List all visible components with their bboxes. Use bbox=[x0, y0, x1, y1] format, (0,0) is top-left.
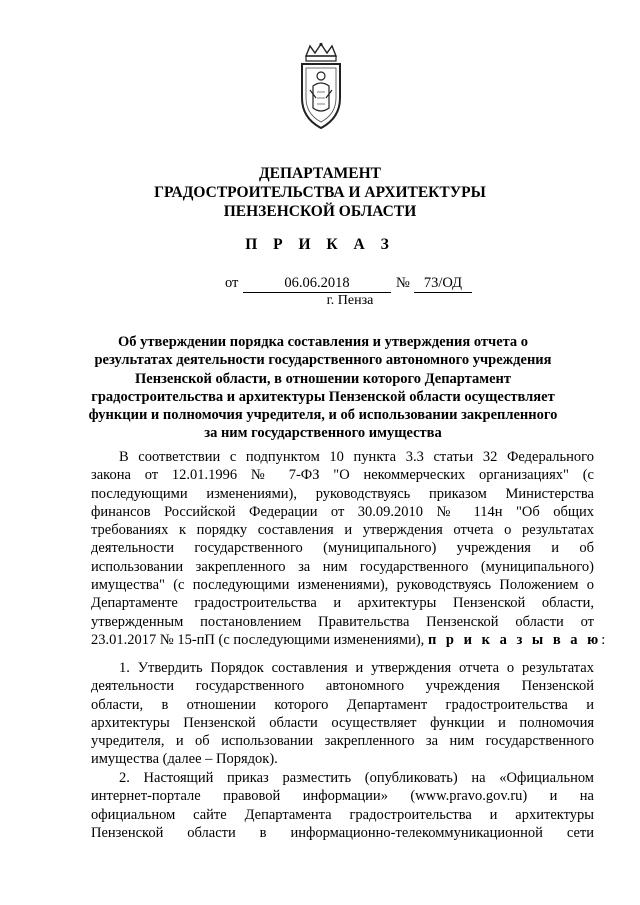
date-prefix: от bbox=[225, 275, 239, 291]
preamble-line: последующими изменениями), руководствуясь приказом Министерства bbox=[91, 485, 594, 502]
subject-line: функции и полномочия учредителя, и об использовании закрепленного bbox=[88, 407, 558, 424]
department-title-line-2: ГРАДОСТРОИТЕЛЬСТВА И АРХИТЕКТУРЫ bbox=[154, 184, 486, 201]
item-2-paragraph bbox=[91, 769, 594, 842]
item-2-line: интернет-портале правовой информации» (www.pravo.gov.ru) и на bbox=[91, 788, 594, 805]
order-verb: п р и к а з ы в а ю bbox=[427, 631, 602, 648]
item-1-paragraph bbox=[91, 659, 594, 769]
item-1-line: имущества (далее – Порядок). bbox=[91, 751, 278, 768]
department-title-line-1: ДЕПАРТАМЕНТ bbox=[258, 165, 382, 182]
subject-line: Пензенской области, в отношении которого Департамент bbox=[134, 370, 512, 387]
order-number: 73/ОД bbox=[414, 275, 472, 293]
preamble-paragraph bbox=[91, 448, 606, 649]
preamble-line: Департаменте градостроительства и архитектуры Пензенской области, bbox=[91, 595, 594, 612]
subject-line: Об утверждении порядка составления и утверждения отчета о bbox=[117, 334, 529, 350]
preamble-colon: : bbox=[601, 631, 606, 648]
preamble-line: использовании закрепленного за ним государственного (муниципального) bbox=[91, 558, 594, 575]
subject-line: за ним государственного имущества bbox=[204, 425, 442, 442]
item-1-line: архитектуры Пензенской области осуществляет функции и полномочия bbox=[91, 714, 594, 731]
item-1-line: области, в отношении которого Департамент градостроительства и bbox=[91, 696, 594, 713]
department-title-line-3: ПЕНЗЕНСКОЙ ОБЛАСТИ bbox=[223, 203, 417, 220]
subject-line: градостроительства и архитектуры Пензенской области осуществляет bbox=[91, 388, 555, 405]
subject-line: результатах деятельности государственного автономного учреждения bbox=[94, 352, 552, 369]
preamble-line: деятельности государственного (муниципального) учреждения и об bbox=[91, 540, 594, 557]
preamble-last-line bbox=[91, 631, 606, 649]
item-2-line: Пензенской области в информационно-телекоммуникационной сети bbox=[91, 824, 594, 841]
order-date: 06.06.2018 bbox=[243, 275, 391, 293]
item-1-line: 1. Утвердить Порядок составления и утверждения отчета о результатах bbox=[119, 660, 594, 676]
preamble-line: требованиях к порядку составления и утверждения отчета о результатах bbox=[91, 522, 594, 539]
preamble-line: имущества" (с последующими изменениями), руководствуясь Положением о bbox=[91, 577, 594, 594]
item-1-line: учредителя, и об использовании закрепленного за ним государственного bbox=[91, 733, 594, 750]
order-date-number-line bbox=[0, 275, 640, 295]
coat-of-arms-emblem-icon bbox=[296, 42, 346, 132]
item-1-line: деятельности государственного автономного учреждения Пензенской bbox=[91, 678, 594, 695]
preamble-line: финансов Российской Федерации от 30.09.2010 № 114н "Об общих bbox=[91, 503, 594, 520]
item-2-line: 2. Настоящий приказ разместить (опубликовать) на «Официальном bbox=[119, 770, 594, 786]
number-prefix: № bbox=[396, 275, 410, 291]
item-2-line: официальном сайте Департамента градостроительства и архитектуры bbox=[91, 806, 594, 823]
order-subject bbox=[84, 333, 562, 443]
preamble-line: В соответствии с подпунктом 10 пункта 3.3 статьи 32 Федерального bbox=[119, 449, 594, 465]
order-title: П Р И К А З bbox=[245, 236, 395, 253]
preamble-last-text: 23.01.2017 № 15-пП (с последующими изменениями), bbox=[91, 631, 428, 648]
preamble-line: закона от 12.01.1996 № 7-ФЗ "О некоммерческих организациях" (с bbox=[91, 467, 594, 484]
order-city: г. Пенза bbox=[326, 293, 374, 308]
preamble-line: утвержденным постановлением Правительства Пензенской области от bbox=[91, 613, 594, 630]
